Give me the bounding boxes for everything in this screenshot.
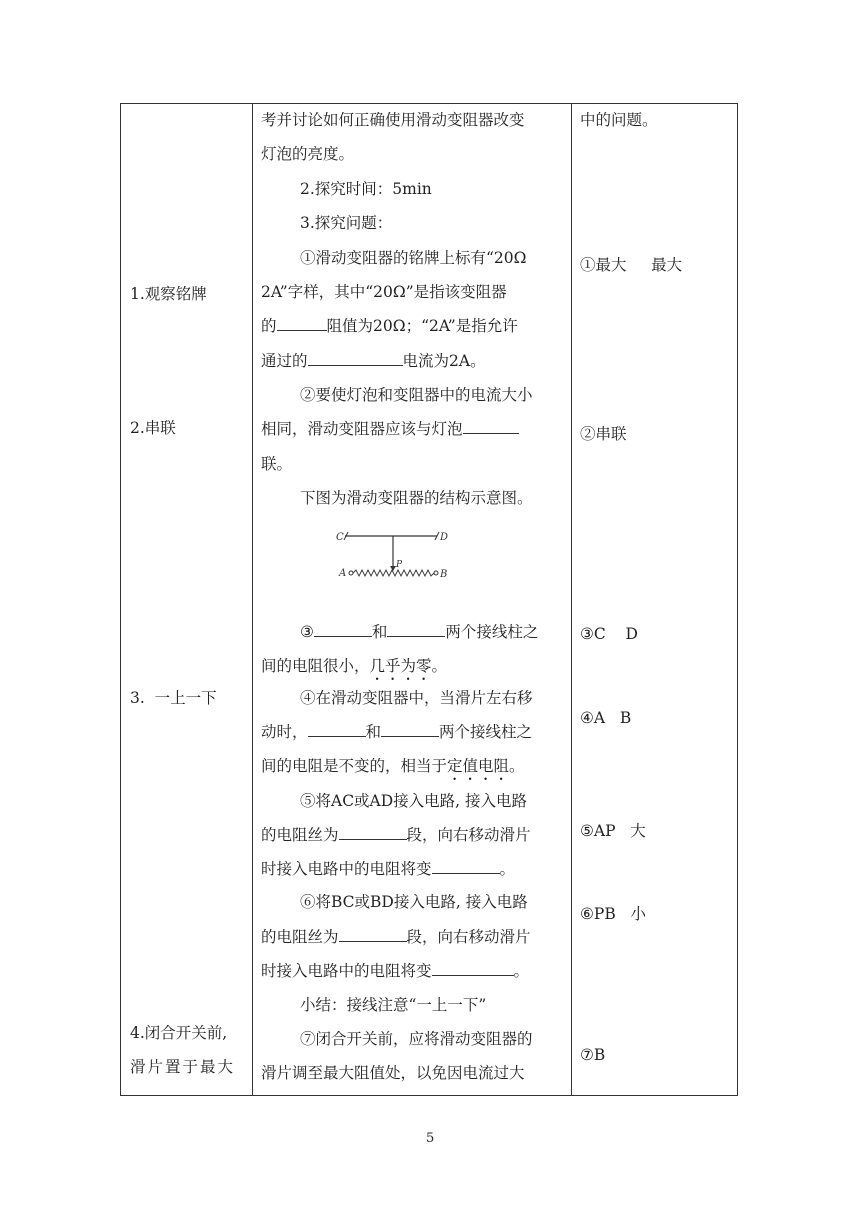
label-d: D xyxy=(440,532,449,543)
answer-blank[interactable] xyxy=(308,722,366,737)
rheostat-diagram xyxy=(335,524,460,582)
text: 。 xyxy=(509,757,525,775)
text: 和 xyxy=(365,723,382,741)
text: 阻值为20Ω；“2A”是指允许 xyxy=(326,317,518,335)
question-4-line-3 xyxy=(261,756,525,784)
question-2-line-1: ②要使灯泡和变阻器中的电流大小 xyxy=(300,386,533,404)
answer-blank[interactable] xyxy=(463,419,519,434)
table-top-border xyxy=(120,103,737,104)
question-6-line-1: ⑥将BC或BD接入电路, 接入电路 xyxy=(300,893,528,911)
step-4-label-line1: 4.闭合开关前, xyxy=(130,1024,228,1042)
text: 段，向右移动滑片 xyxy=(406,826,531,844)
question-1-line-3 xyxy=(261,316,518,336)
table-left-border xyxy=(120,103,121,1096)
step-4-label-line2: 滑片置于最大 xyxy=(130,1058,236,1076)
text: 通过的 xyxy=(261,352,308,370)
question-4-line-1: ④在滑动变阻器中，当滑片左右移 xyxy=(300,689,533,707)
question-1-line-1: ①滑动变阻器的铭牌上标有“20Ω xyxy=(300,249,527,267)
terminal-a xyxy=(349,571,353,575)
text: 两个接线柱之 xyxy=(445,623,539,641)
answer-2: ②串联 xyxy=(580,425,627,443)
label-a: A xyxy=(339,568,347,579)
answer-blank[interactable] xyxy=(387,622,445,637)
question-2-line-2 xyxy=(261,419,519,439)
answer-blank[interactable] xyxy=(339,825,407,840)
label-p: P xyxy=(396,560,403,570)
text: 动时， xyxy=(261,723,308,741)
text: 时接入电路中的电阻将变 xyxy=(261,860,432,878)
explore-questions-heading: 3.探究问题： xyxy=(300,214,393,232)
step-2-label: 2.串联 xyxy=(130,419,176,437)
emphasized-text: 几乎为零 xyxy=(369,657,432,675)
label-b: B xyxy=(440,569,448,580)
text: 间的电阻是不变的，相当于 xyxy=(261,757,448,775)
text: 两个接线柱之 xyxy=(439,723,533,741)
question-5-line-2 xyxy=(261,825,531,845)
question-7-line-2: 滑片调至最大阻值处，以免因电流过大 xyxy=(261,1064,525,1082)
text: 电流为2A。 xyxy=(402,352,486,370)
question-6-line-2 xyxy=(261,927,531,947)
question-3-line-2 xyxy=(261,656,447,684)
page-number: 5 xyxy=(426,1131,435,1146)
answer-blank[interactable] xyxy=(432,859,500,874)
answer-blank[interactable] xyxy=(432,961,514,976)
step-1-label: 1.观察铭牌 xyxy=(130,285,207,303)
question-5-line-3 xyxy=(261,859,515,879)
question-7-line-1: ⑦闭合开关前，应将滑动变阻器的 xyxy=(300,1030,533,1048)
explore-time: 2.探究时间：5min xyxy=(300,180,432,198)
question-2-line-3: 联。 xyxy=(261,455,293,473)
step-3-label: 3. 一上一下 xyxy=(130,689,217,707)
answer-blank[interactable] xyxy=(339,927,407,942)
intro-line-1: 考并讨论如何正确使用滑动变阻器改变 xyxy=(261,111,525,129)
text: 的电阻丝为 xyxy=(261,826,339,844)
text: 间的电阻很小， xyxy=(261,657,370,675)
answer-7: ⑦B xyxy=(580,1046,606,1064)
text: 和 xyxy=(371,623,388,641)
text: 段，向右移动滑片 xyxy=(406,928,531,946)
text: ③ xyxy=(300,623,314,641)
intro-line-2: 灯泡的亮度。 xyxy=(261,145,355,163)
question-1-line-4 xyxy=(261,351,486,371)
question-3-line-1 xyxy=(300,622,538,642)
question-6-line-3 xyxy=(261,961,529,981)
figure-caption: 下图为滑动变阻器的结构示意图。 xyxy=(300,489,533,507)
answer-blank[interactable] xyxy=(314,622,372,637)
answer-6: ⑥PB 小 xyxy=(580,905,646,923)
answer-3: ③C D xyxy=(580,625,638,643)
text: 相同，滑动变阻器应该与灯泡 xyxy=(261,420,463,438)
answer-blank[interactable] xyxy=(277,316,327,331)
summary-line: 小结：接线注意“一上一下” xyxy=(300,996,487,1014)
table-bottom-border xyxy=(120,1095,737,1096)
text: 。 xyxy=(513,962,530,980)
table-divider-1 xyxy=(252,103,253,1096)
resistance-wire xyxy=(353,570,434,576)
label-c: C xyxy=(336,532,344,543)
answer-blank[interactable] xyxy=(381,722,439,737)
emphasized-text: 定值电阻 xyxy=(447,757,510,775)
table-right-border xyxy=(737,103,738,1096)
answer-4: ④A B xyxy=(580,709,632,727)
answer-1: ①最大 最大 xyxy=(580,256,683,274)
question-4-line-2 xyxy=(261,722,532,742)
text: 。 xyxy=(499,860,516,878)
text: 的 xyxy=(261,317,277,335)
question-1-line-2: 2A”字样，其中“20Ω”是指该变阻器 xyxy=(261,283,507,301)
answer-continued: 中的问题。 xyxy=(580,111,658,129)
question-5-line-1: ⑤将AC或AD接入电路, 接入电路 xyxy=(300,792,528,810)
table-divider-2 xyxy=(571,103,572,1096)
terminal-b xyxy=(434,571,438,575)
answer-5: ⑤AP 大 xyxy=(580,822,646,840)
answer-blank[interactable] xyxy=(308,351,403,366)
text: 时接入电路中的电阻将变 xyxy=(261,962,432,980)
text: 的电阻丝为 xyxy=(261,928,339,946)
text: 。 xyxy=(431,657,448,675)
